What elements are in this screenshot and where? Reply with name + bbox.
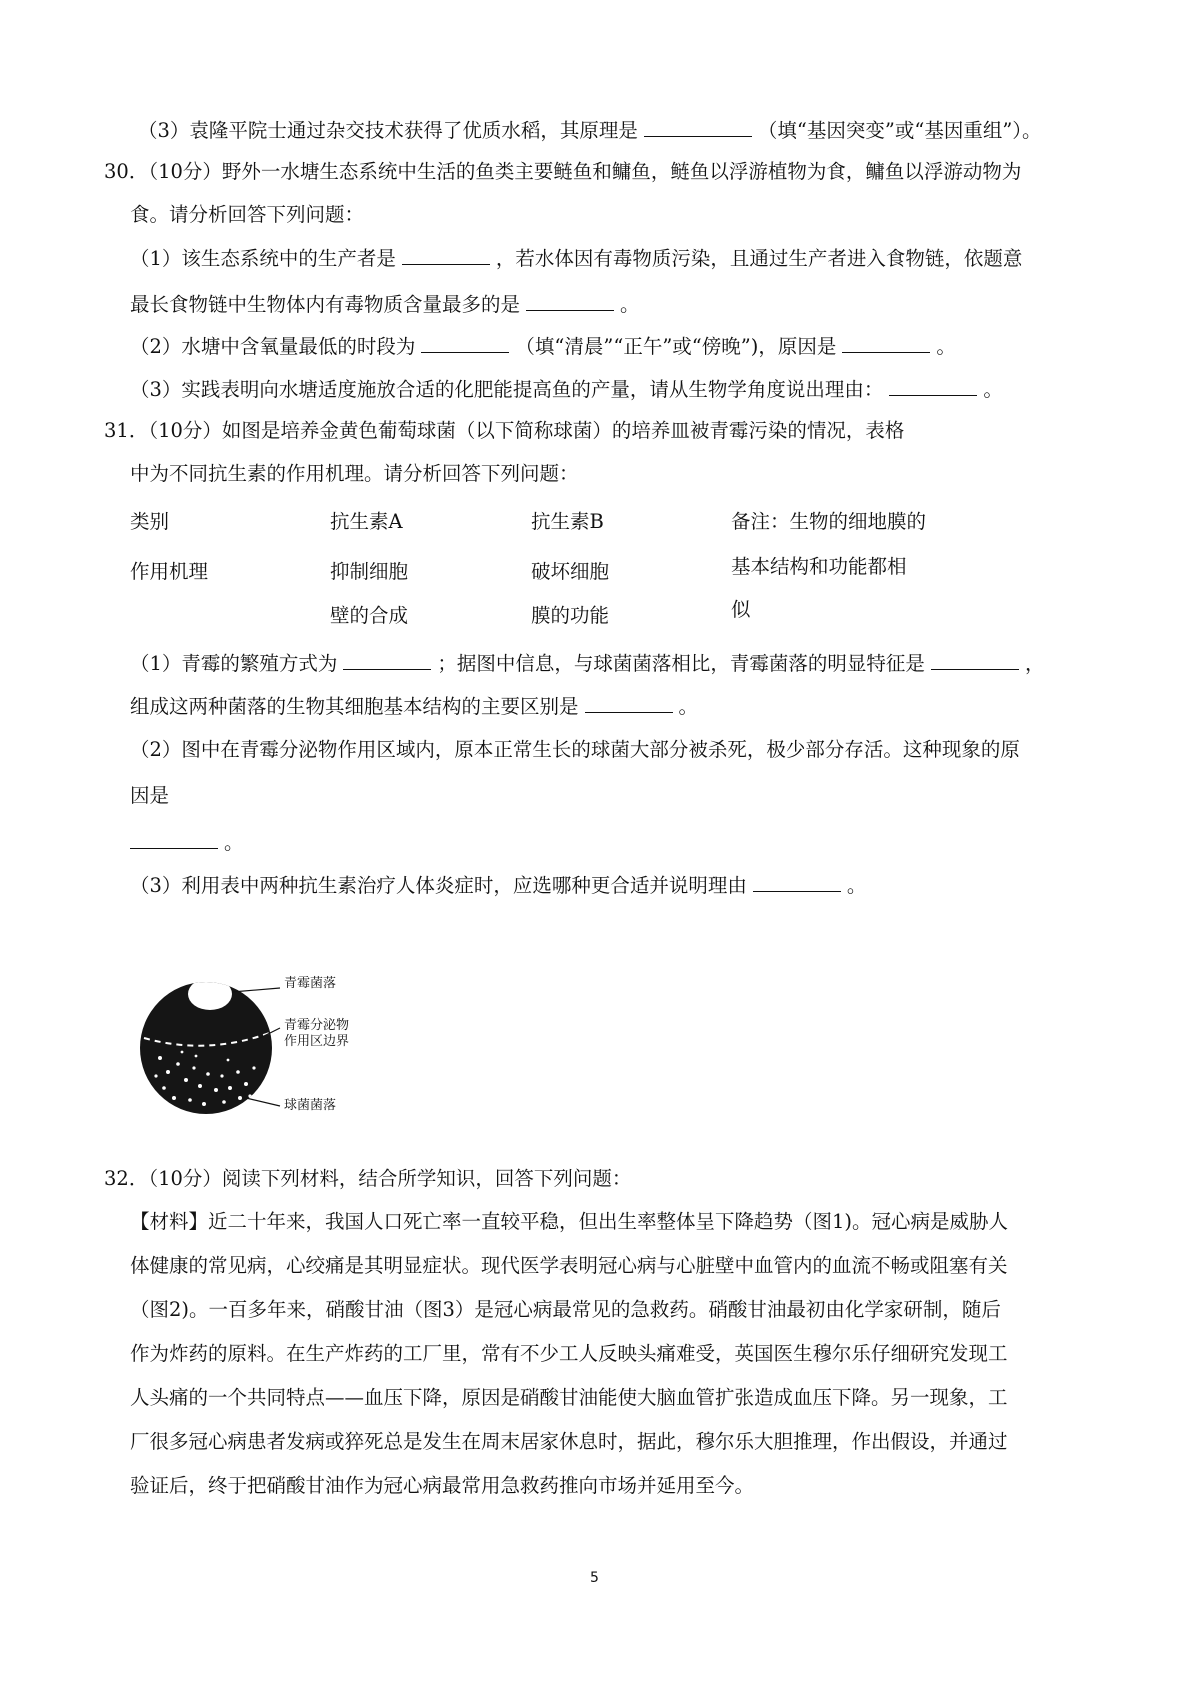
petri-dish-figure: [138, 976, 398, 1134]
q32-material-line7: 验证后，终于把硝酸甘油作为冠心病最常用急救药推向市场并延用至今。: [130, 1474, 755, 1497]
q32-material-line2: 体健康的常见病，心绞痛是其明显症状。现代医学表明冠心病与心脏壁中血管内的血流不畅或阻塞有关: [130, 1254, 1008, 1277]
answer-blank[interactable]: [644, 118, 752, 137]
answer-blank[interactable]: [585, 694, 673, 713]
q30-part1-line2: [130, 292, 640, 317]
q29-part3-line: [138, 118, 1042, 143]
q30-part1-text: ，若水体因有毒物质污染，且通过生产者进入食物链，依题意: [495, 247, 1023, 270]
q32-material-line3: （图2)。一百多年来，硝酸甘油（图3）是冠心病最常见的急救药。硝酸甘油最初由化学家研制，随后: [130, 1298, 1001, 1321]
q30-stem-cont: 食。请分析回答下列问题：: [130, 203, 365, 226]
q31-part1-text: （1）青霉的繁殖方式为: [130, 652, 338, 675]
answer-blank[interactable]: [526, 292, 614, 311]
table-note-line3: 似: [731, 598, 751, 621]
answer-blank[interactable]: [889, 377, 977, 396]
answer-blank[interactable]: [753, 873, 841, 892]
q30-part3-line: [130, 377, 1003, 402]
q31-part2-line1: （2）图中在青霉分泌物作用区域内，原本正常生长的球菌大部分被杀死，极少部分存活。这种现象的原: [130, 738, 1020, 761]
q31-stem-cont: 中为不同抗生素的作用机理。请分析回答下列问题：: [130, 462, 579, 485]
table-cell-a-line1: 抑制细胞: [330, 560, 409, 583]
table-header-antibiotic-a: 抗生素A: [330, 510, 403, 533]
q31-part1-line1: [130, 651, 1044, 676]
q31-part3-text: 。: [846, 874, 867, 897]
q31-part2-text: 。: [224, 831, 244, 854]
table-note-line1: 备注：生物的细地膜的: [731, 510, 927, 533]
answer-blank[interactable]: [130, 830, 218, 849]
q32-material-line1: 【材料】近二十年来，我国人口死亡率一直较平稳，但出生率整体呈下降趋势（图1)。冠心病是威胁人: [130, 1210, 1009, 1233]
q30-part1-text: （1）该生态系统中的生产者是: [130, 247, 396, 270]
q31-part2-line3: [130, 830, 244, 855]
q31-stem: 31．（10分）如图是培养金黄色葡萄球菌（以下简称球菌）的培养皿被青霉污染的情况，表格: [104, 419, 905, 442]
q30-part1-text: 最长食物链中生物体内有毒物质含量最多的是: [130, 293, 521, 316]
q32-stem: 32．（10分）阅读下列材料，结合所学知识，回答下列问题：: [104, 1167, 632, 1190]
q30-stem: 30．（10分）野外一水塘生态系统中生活的鱼类主要鲢鱼和鳙鱼，鲢鱼以浮游植物为食，鳙鱼以浮游动物为: [104, 160, 1022, 183]
q31-part3-line: [130, 873, 866, 898]
table-header-category: 类别: [130, 510, 170, 533]
q30-part2-line: [130, 334, 956, 359]
figure-label-penicillium-colony: 青霉菌落: [284, 976, 337, 991]
petri-dish-illustration: [138, 980, 398, 1130]
q31-part2-line2: 因是: [130, 784, 170, 807]
table-cell-b-line2: 膜的功能: [531, 604, 610, 627]
q31-part1-text: ；据图中信息，与球菌菌落相比，青霉菌落的明显特征是: [437, 652, 925, 675]
answer-blank[interactable]: [931, 651, 1019, 670]
table-cell-a-line2: 壁的合成: [330, 604, 409, 627]
q30-part3-text: （3）实践表明向水塘适度施放合适的化肥能提高鱼的产量，请从生物学角度说出理由：: [130, 378, 884, 401]
answer-blank[interactable]: [402, 246, 490, 265]
table-note-line2: 基本结构和功能都相: [731, 555, 907, 578]
figure-label-secretion-boundary-2: 作用区边界: [284, 1034, 350, 1049]
q31-part1-text: 。: [678, 695, 699, 718]
q30-part1-text: 。: [620, 293, 640, 316]
q31-part1-line2: [130, 694, 698, 719]
table-header-antibiotic-b: 抗生素B: [531, 510, 604, 533]
q31-part3-text: （3）利用表中两种抗生素治疗人体炎症时，应选哪种更合适并说明理由: [130, 874, 747, 897]
q32-material-line6: 厂很多冠心病患者发病或猝死总是发生在周末居家休息时，据此，穆尔乐大胆推理，作出假设，并通过: [130, 1430, 1008, 1453]
q30-part2-text: 。: [936, 335, 956, 358]
q30-part1-line1: [130, 246, 1022, 271]
q30-part2-text: （2）水塘中含氧量最低的时段为: [130, 335, 416, 358]
table-row-label-mechanism: 作用机理: [130, 560, 209, 583]
q31-part1-text: 组成这两种菌落的生物其细胞基本结构的主要区别是: [130, 695, 579, 718]
q29-part3-hint: （填“基因突变”或“基因重组”）。: [757, 119, 1042, 142]
answer-blank[interactable]: [842, 334, 930, 353]
answer-blank[interactable]: [421, 334, 509, 353]
page-number: 5: [590, 1570, 599, 1586]
q32-material-line5: 人头痛的一个共同特点——血压下降，原因是硝酸甘油能使大脑血管扩张造成血压下降。另一现象，工: [130, 1386, 1008, 1409]
figure-label-coccus-colony: 球菌菌落: [284, 1098, 337, 1113]
answer-blank[interactable]: [343, 651, 431, 670]
q30-part3-text: 。: [983, 378, 1003, 401]
q32-material-line4: 作为炸药的原料。在生产炸药的工厂里，常有不少工人反映头痛难受，英国医生穆尔乐仔细研究发现工: [130, 1342, 1008, 1365]
q29-part3-text: （3）袁隆平院士通过杂交技术获得了优质水稻，其原理是: [138, 119, 638, 142]
q31-part1-text: ，: [1024, 652, 1045, 675]
figure-label-secretion-boundary-1: 青霉分泌物: [284, 1018, 350, 1033]
q30-part2-text: （填“清晨”“正午”或“傍晚”)，原因是: [515, 335, 837, 358]
table-cell-b-line1: 破坏细胞: [531, 560, 610, 583]
